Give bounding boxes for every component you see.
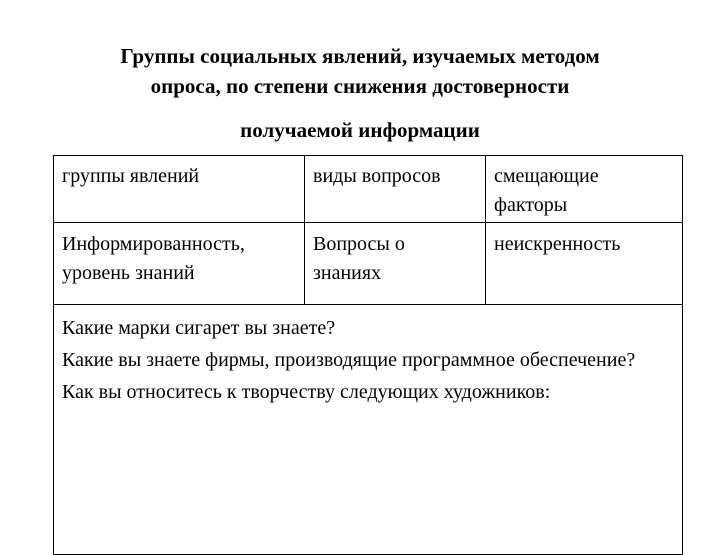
phenomena-table: [53, 155, 683, 555]
cell-question-type: Вопросы о знаниях: [305, 222, 486, 304]
title-line-1: Группы социальных явлений, изучаемых методом: [120, 44, 600, 68]
document-title: [60, 41, 660, 101]
example-question-2: Какие вы знаете фирмы, производящие программное обеспечение?: [62, 349, 636, 371]
example-question-1: Какие марки сигарет вы знаете?: [62, 317, 336, 339]
header-question-types: виды вопросов: [305, 156, 486, 222]
example-question-3: Как вы относитесь к творчеству следующих художников:: [62, 381, 551, 403]
title-line-3: получаемой информации: [240, 118, 480, 142]
cell-bias-factor: неискренность: [494, 233, 621, 255]
header-groups: группы явлений: [54, 156, 305, 222]
example-questions: [54, 304, 682, 410]
table-header-row: [54, 156, 682, 223]
title-line-2: опроса, по степени снижения достоверности: [150, 74, 570, 98]
table-row: [54, 222, 682, 305]
header-bias-factors: смещающие факторы: [494, 165, 599, 216]
cell-group: Информированность, уровень знаний: [54, 222, 305, 304]
